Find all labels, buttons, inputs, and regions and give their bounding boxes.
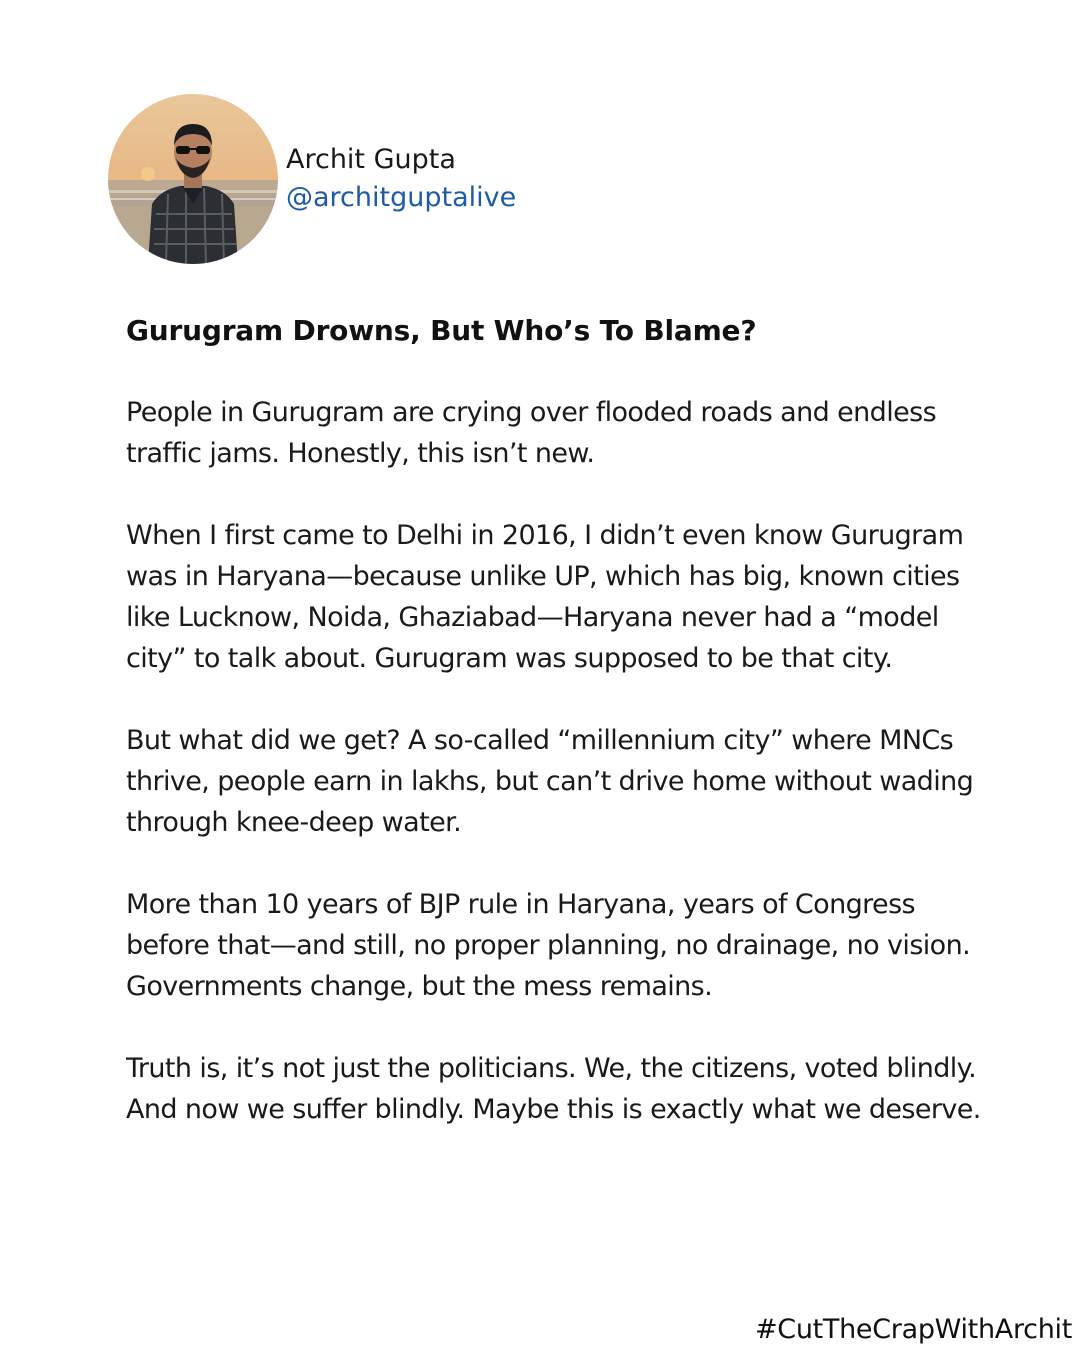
author-names bbox=[286, 141, 516, 217]
post-paragraph: Truth is, it’s not just the politicians. We, the citizens, voted blindly. And now we suffer blindly. Maybe this is exactly what we deserve. bbox=[126, 1053, 981, 1125]
author-name[interactable]: Archit Gupta bbox=[286, 144, 456, 175]
post-paragraph: When I first came to Delhi in 2016, I didn’t even know Gurugram was in Haryana—because unlike UP, which has big, known cities like Lucknow, Noida, Ghaziabad—Haryana never had a “model city” to talk about. Gurugram was supposed to be that city. bbox=[126, 520, 964, 674]
author-handle[interactable]: @architguptalive bbox=[286, 182, 517, 213]
hashtag[interactable]: #CutTheCrapWithArchit bbox=[754, 1314, 1072, 1345]
avatar[interactable] bbox=[108, 94, 278, 264]
author-profile bbox=[108, 94, 516, 264]
avatar-photo bbox=[108, 94, 278, 264]
post-body bbox=[126, 310, 1006, 1171]
post-headline: Gurugram Drowns, But Who’s To Blame? bbox=[126, 314, 757, 347]
post-paragraph: People in Gurugram are crying over flooded roads and endless traffic jams. Honestly, this isn’t new. bbox=[126, 397, 937, 469]
post-paragraph: More than 10 years of BJP rule in Haryana, years of Congress before that—and still, no proper planning, no drainage, no vision. Governments change, but the mess remains. bbox=[126, 889, 971, 1002]
post-paragraph: But what did we get? A so-called “millennium city” where MNCs thrive, people earn in lakhs, but can’t drive home without wading through knee-deep water. bbox=[126, 725, 974, 838]
